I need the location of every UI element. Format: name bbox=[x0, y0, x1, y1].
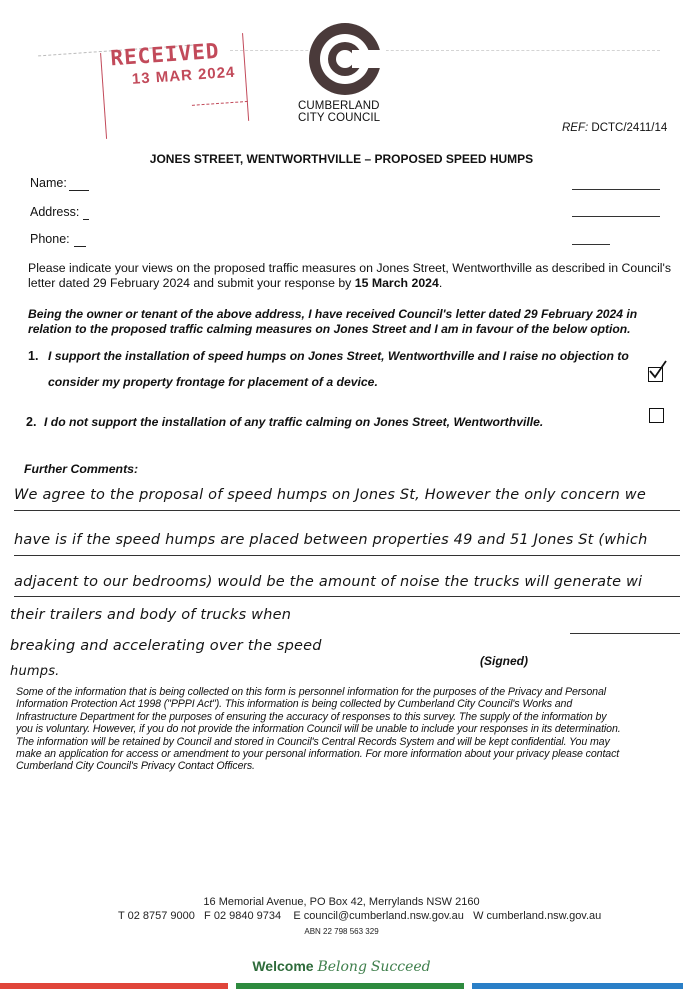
intro-line-2 bbox=[28, 276, 680, 291]
privacy-line-2: Information Protection Act 1998 ("PPPI Act"). This information is being collected by Cumberland City Council's Works and bbox=[16, 698, 573, 711]
option-2-number bbox=[26, 409, 36, 435]
privacy-line-1: Some of the information that is being collected on this form is personnel information for the purposes of the Privacy and Personal bbox=[16, 686, 606, 698]
name-label: Name: bbox=[30, 176, 67, 190]
phone-input-line[interactable] bbox=[74, 245, 86, 247]
declaration-line-1: Being the owner or tenant of the above address, I have received Council's letter dated 29 February 2024 in bbox=[28, 307, 638, 321]
intro-line-1: Please indicate your views on the proposed traffic measures on Jones Street, Wentworthville as described in Council's bbox=[28, 261, 672, 275]
comment-line-3: adjacent to our bedrooms) would be the amount of noise the trucks will generate wi bbox=[14, 574, 643, 590]
declaration-line-2: relation to the proposed traffic calming measures on Jones Street and I am in favour of the below option. bbox=[28, 322, 631, 336]
declaration-paragraph bbox=[28, 307, 683, 337]
privacy-line-7: Cumberland City Council's Privacy Contact Officers. bbox=[16, 760, 255, 773]
council-logo-icon bbox=[304, 18, 386, 100]
footer-phone: T 02 8757 9000 bbox=[118, 910, 195, 922]
stamp-date: 13 MAR 2024 bbox=[131, 63, 236, 88]
tagline-succeed: Succeed bbox=[370, 959, 431, 975]
received-stamp bbox=[97, 23, 252, 133]
option-1-num: 1. bbox=[28, 349, 39, 363]
stamp-border-left bbox=[100, 53, 107, 139]
privacy-line-5: The information will be retained by Council and stored in Council's Central Records System and will be kept confidential. You may bbox=[16, 735, 610, 748]
footer-bar-blue bbox=[472, 983, 683, 989]
further-comments-label: Further Comments: bbox=[24, 462, 139, 476]
signed-label: (Signed) bbox=[480, 654, 528, 668]
ref-value: DCTC/2411/14 bbox=[591, 122, 668, 134]
stamp-received-text: RECEIVED bbox=[109, 38, 221, 71]
footer-bar-red bbox=[0, 983, 228, 989]
intro-line-2-end: . bbox=[438, 276, 443, 290]
intro-line-2-text: letter dated 29 February 2024 and submit your response by bbox=[28, 276, 355, 290]
option-1-line-1: I support the installation of speed humps on Jones Street, Wentworthville and I raise no objection to bbox=[48, 349, 629, 363]
comment-line-4: their trailers and body of trucks when bbox=[10, 607, 292, 623]
signature-line bbox=[570, 633, 680, 634]
council-logo bbox=[300, 18, 390, 124]
comment-line-1: We agree to the proposal of speed humps on Jones St, However the only concern we bbox=[14, 487, 646, 503]
option-2-num: 2. bbox=[26, 415, 37, 429]
address-input-line[interactable] bbox=[83, 218, 89, 220]
option-2 bbox=[44, 409, 644, 435]
option-1-line-2: consider my property frontage for placement of a device. bbox=[48, 375, 378, 389]
name-field[interactable] bbox=[30, 176, 67, 190]
address-right-line bbox=[572, 216, 660, 217]
address-label: Address: bbox=[30, 205, 80, 219]
stamp-border-bottom bbox=[192, 101, 248, 106]
name-input-line[interactable] bbox=[69, 189, 89, 191]
footer-bar-green bbox=[236, 983, 464, 989]
page-title: JONES STREET, WENTWORTHVILLE – PROPOSED SPEED HUMPS bbox=[149, 152, 534, 166]
comment-rule-3 bbox=[14, 596, 680, 597]
logo-line-1: CUMBERLAND bbox=[298, 100, 380, 112]
phone-label: Phone: bbox=[30, 232, 70, 246]
tagline-belong: Belong bbox=[317, 959, 367, 975]
comment-rule-2 bbox=[14, 555, 680, 556]
tagline bbox=[0, 958, 683, 975]
phone-right-line bbox=[572, 244, 610, 245]
comment-line-6: humps. bbox=[10, 664, 60, 679]
footer-web[interactable]: W cumberland.nsw.gov.au bbox=[473, 910, 602, 922]
intro-deadline: 15 March 2024 bbox=[354, 276, 439, 290]
intro-paragraph bbox=[28, 261, 680, 291]
option-2-checkbox[interactable] bbox=[649, 408, 664, 423]
name-right-line bbox=[572, 189, 660, 190]
reference-number bbox=[562, 122, 667, 134]
footer-fax: F 02 9840 9734 bbox=[204, 910, 282, 922]
logo-line-2: CITY COUNCIL bbox=[298, 112, 381, 124]
comment-rule-1 bbox=[14, 510, 680, 511]
footer-address: 16 Memorial Avenue, PO Box 42, Merrylands NSW 2160 bbox=[203, 896, 480, 908]
option-2-line-1: I do not support the installation of any traffic calming on Jones Street, Wentworthville. bbox=[44, 415, 544, 429]
ref-prefix: REF: bbox=[562, 122, 589, 134]
footer-contacts bbox=[118, 910, 601, 922]
footer-email[interactable]: E council@cumberland.nsw.gov.au bbox=[293, 910, 464, 922]
header-divider bbox=[230, 50, 660, 51]
privacy-notice bbox=[16, 686, 683, 773]
comment-line-2: have is if the speed humps are placed between properties 49 and 51 Jones St (which bbox=[14, 532, 648, 548]
privacy-line-6: make an application for access or amendment to your personal information. For more information about your privacy please contact bbox=[16, 748, 620, 761]
stamp-border-right bbox=[242, 33, 249, 121]
phone-field[interactable] bbox=[30, 232, 70, 246]
privacy-line-3: Infrastructure Department for the purposes of ensuring the accuracy of responses to this survey. The supply of the information by bbox=[16, 710, 607, 723]
option-1-number bbox=[28, 343, 38, 369]
checkmark-icon bbox=[647, 359, 669, 381]
comment-line-5: breaking and accelerating over the speed bbox=[10, 638, 322, 654]
option-1-checkbox[interactable] bbox=[648, 367, 663, 382]
address-field[interactable] bbox=[30, 205, 79, 219]
option-1 bbox=[48, 343, 648, 395]
footer-abn: ABN 22 798 563 329 bbox=[304, 927, 379, 936]
tagline-welcome: Welcome bbox=[252, 958, 314, 974]
privacy-line-4: you is voluntary. However, if you do not provide the information Council will be unable to include your responses in its determination. bbox=[16, 723, 621, 736]
